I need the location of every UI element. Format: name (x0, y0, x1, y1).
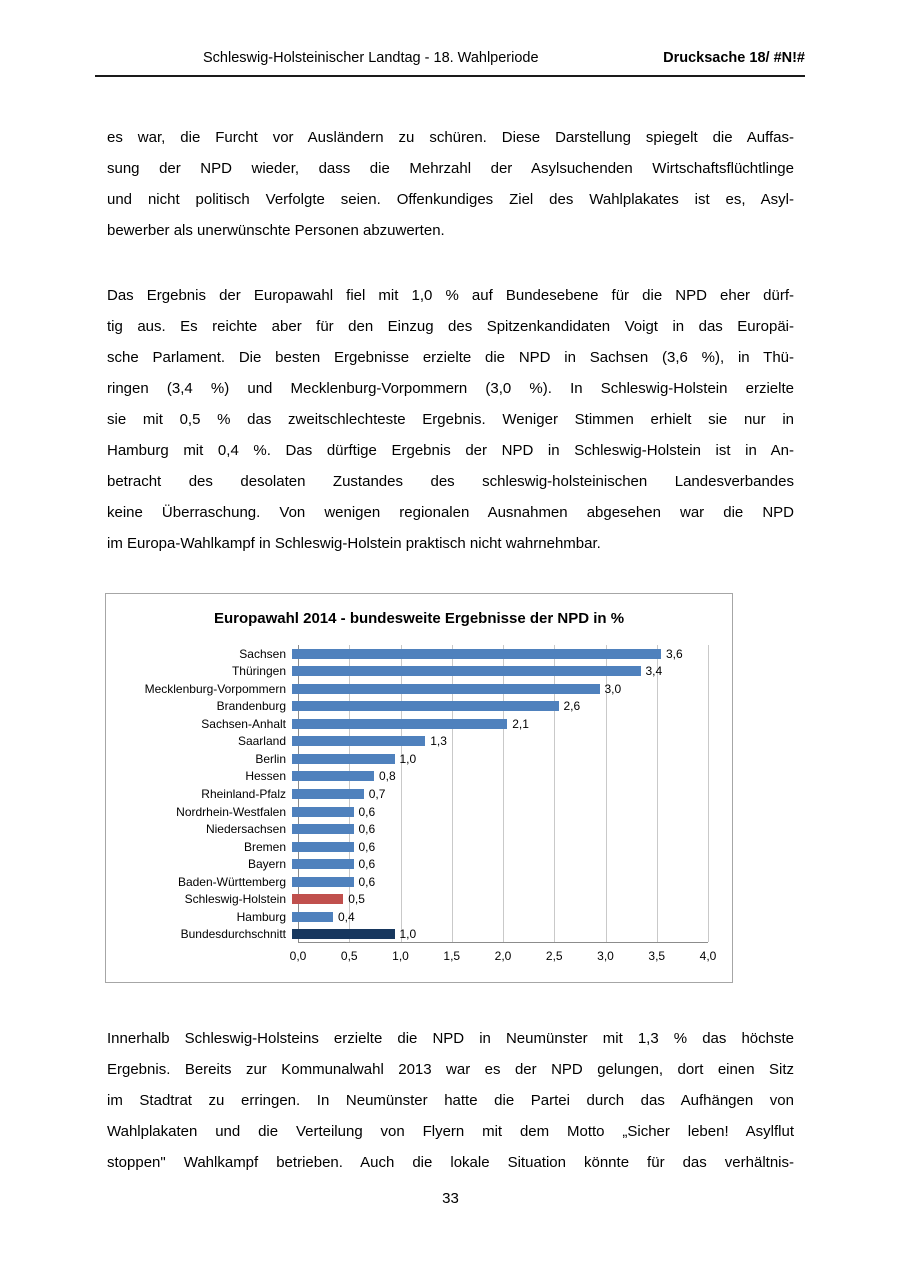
chart-row (106, 645, 732, 663)
chart-row (106, 908, 732, 926)
chart-bar-track (292, 820, 702, 838)
chart-category-label: Baden-Württemberg (177, 874, 286, 889)
chart-value-label: 0,6 (358, 804, 376, 819)
chart-bar-track (292, 803, 702, 821)
chart-category-label: Mecklenburg-Vorpommern (144, 681, 286, 696)
chart-row (106, 715, 732, 733)
chart-category-label: Rheinland-Pfalz (201, 787, 286, 802)
chart-bar (292, 754, 395, 764)
chart-bar-track (292, 733, 702, 751)
chart-row (106, 926, 732, 944)
header-left-text: Schleswig-Holsteinischer Landtag - 18. Wahlperiode (203, 50, 539, 66)
chart-bar-track (292, 926, 702, 944)
chart-bar (292, 719, 507, 729)
chart-category-label: Nordrhein-Westfalen (176, 804, 286, 819)
chart-value-label: 1,0 (399, 751, 417, 766)
chart-x-tick-label: 4,0 (699, 949, 717, 963)
text-line: es war, die Furcht vor Ausländern zu schüren. Diese Darstellung spiegelt die Auffas- (107, 129, 794, 146)
chart-x-tick-label: 3,0 (597, 949, 614, 963)
text-line: betracht des desolaten Zustandes des schleswig-holsteinischen Landesverbandes (107, 473, 794, 490)
chart-x-tick-label: 2,0 (494, 949, 512, 963)
chart-x-tick-label: 0,5 (340, 949, 358, 963)
chart-bar-track (292, 873, 702, 891)
body-paragraph-3 (107, 1023, 794, 1178)
chart-value-label: 0,6 (358, 822, 376, 837)
header-right-text: Drucksache 18/ #N!# (663, 50, 805, 66)
text-line: tig aus. Es reichte aber für den Einzug des Spitzenkandidaten Voigt in das Europäi- (107, 318, 794, 335)
chart-category-label: Saarland (237, 734, 286, 749)
chart-row (106, 873, 732, 891)
chart-value-label: 2,1 (512, 716, 529, 731)
chart-bar (292, 684, 600, 694)
chart-bar-track (292, 715, 702, 733)
page-number: 33 (442, 1190, 459, 1207)
text-line: bewerber als unerwünschte Personen abzuwerten. (107, 222, 445, 239)
chart-value-label: 2,6 (563, 699, 581, 714)
chart-value-label: 0,7 (368, 787, 386, 802)
chart-category-label: Berlin (255, 751, 286, 766)
chart-category-label: Sachsen-Anhalt (201, 716, 286, 731)
text-line: sung der NPD wieder, dass die Mehrzahl der Asylsuchenden Wirtschaftsflüchtlinge (107, 160, 794, 177)
chart-value-label: 0,6 (358, 839, 376, 854)
chart-category-label: Bayern (247, 857, 286, 872)
chart-row (106, 890, 732, 908)
chart-value-label: 0,4 (338, 909, 355, 924)
chart-value-label: 1,0 (399, 927, 417, 942)
chart-value-label: 3,4 (645, 664, 663, 679)
chart-x-tick-label: 2,5 (545, 949, 563, 963)
chart-x-tick-label: 1,5 (443, 949, 461, 963)
text-line: Das Ergebnis der Europawahl fiel mit 1,0 % auf Bundesebene für die NPD eher dürf- (107, 287, 794, 304)
chart-bar-track (292, 785, 702, 803)
chart-bar (292, 666, 641, 676)
chart-value-label: 3,0 (604, 681, 622, 696)
chart-bar (292, 807, 354, 817)
text-line: im Stadtrat zu erringen. In Neumünster hatte die Partei durch das Aufhängen von (107, 1092, 794, 1109)
chart-category-label: Bremen (243, 839, 286, 854)
chart-category-label: Bundesdurchschnitt (180, 927, 286, 942)
chart-category-label: Hessen (245, 769, 286, 784)
chart-bar-track (292, 680, 702, 698)
text-line: Hamburg mit 0,4 %. Das dürftige Ergebnis der NPD in Schleswig-Holstein ist in An- (107, 442, 794, 459)
chart-row (106, 733, 732, 751)
chart-bar-track (292, 855, 702, 873)
chart-x-tick-label: 3,5 (648, 949, 666, 963)
chart-row (106, 820, 732, 838)
chart-value-label: 0,8 (379, 769, 396, 784)
chart-bar (292, 842, 354, 852)
text-line: sche Parlament. Die besten Ergebnisse erzielte die NPD in Sachsen (3,6 %), in Thü- (107, 349, 794, 366)
chart-bar-track (292, 838, 702, 856)
chart-bar (292, 789, 364, 799)
chart-value-label: 0,6 (358, 857, 376, 872)
chart-x-tick-label: 1,0 (392, 949, 409, 963)
chart-value-label: 0,6 (358, 874, 376, 889)
chart-row (106, 768, 732, 786)
chart-bar-track (292, 645, 702, 663)
chart-bar (292, 701, 559, 711)
chart-bar-track (292, 908, 702, 926)
chart-plot-area (106, 645, 732, 943)
chart-row (106, 663, 732, 681)
npd-results-chart (105, 593, 733, 983)
chart-category-label: Niedersachsen (205, 822, 286, 837)
chart-rows (106, 645, 732, 943)
chart-x-tick-label: 0,0 (289, 949, 307, 963)
body-paragraph-2 (107, 280, 794, 559)
chart-value-label: 1,3 (430, 734, 447, 749)
chart-bar (292, 912, 333, 922)
chart-category-label: Brandenburg (216, 699, 286, 714)
chart-title: Europawahl 2014 - bundesweite Ergebnisse der NPD in % (213, 610, 625, 627)
chart-x-axis (289, 949, 717, 967)
chart-bar-track (292, 890, 702, 908)
text-line: Ergebnis. Bereits zur Kommunalwahl 2013 war es der NPD gelungen, dort einen Sitz (107, 1061, 794, 1078)
chart-row (106, 838, 732, 856)
body-paragraph-1 (107, 122, 794, 246)
chart-row (106, 698, 732, 716)
chart-value-label: 3,6 (666, 646, 683, 661)
text-line: Wahlplakaten und die Verteilung von Flyern mit dem Motto „Sicher leben! Asylflut (107, 1123, 794, 1140)
document-header (95, 50, 805, 77)
chart-bar-track (292, 698, 702, 716)
chart-category-label: Schleswig-Holstein (184, 892, 286, 907)
chart-row (106, 680, 732, 698)
chart-row (106, 855, 732, 873)
chart-bar-track (292, 663, 702, 681)
chart-bar (292, 824, 354, 834)
chart-bar (292, 736, 425, 746)
chart-category-label: Thüringen (231, 664, 286, 679)
chart-bar-track (292, 768, 702, 786)
chart-value-label: 0,5 (348, 892, 365, 907)
chart-category-label: Hamburg (236, 909, 286, 924)
text-line: und nicht politisch Verfolgte seien. Offenkundiges Ziel des Wahlplakates ist es, Asyl- (107, 191, 794, 208)
chart-category-label: Sachsen (239, 646, 286, 661)
text-line: Innerhalb Schleswig-Holsteins erzielte die NPD in Neumünster mit 1,3 % das höchste (107, 1030, 794, 1047)
text-line: im Europa-Wahlkampf in Schleswig-Holstein praktisch nicht wahrnehmbar. (107, 535, 601, 552)
chart-bar (292, 894, 343, 904)
chart-bar (292, 771, 374, 781)
text-line: ringen (3,4 %) und Mecklenburg-Vorpommern (3,0 %). In Schleswig-Holstein erzielte (107, 380, 794, 397)
chart-row (106, 750, 732, 768)
text-line: sie mit 0,5 % das zweitschlechteste Ergebnis. Weniger Stimmen erhielt sie nur in (107, 411, 794, 428)
chart-bar (292, 859, 354, 869)
chart-bar (292, 649, 661, 659)
text-line: keine Überraschung. Von wenigen regionalen Ausnahmen abgesehen war die NPD (107, 504, 794, 521)
chart-bar-track (292, 750, 702, 768)
chart-bar (292, 929, 395, 939)
chart-row (106, 803, 732, 821)
text-line: stoppen" Wahlkampf betrieben. Auch die lokale Situation könnte für das verhältnis- (107, 1154, 794, 1171)
chart-bar (292, 877, 354, 887)
chart-row (106, 785, 732, 803)
